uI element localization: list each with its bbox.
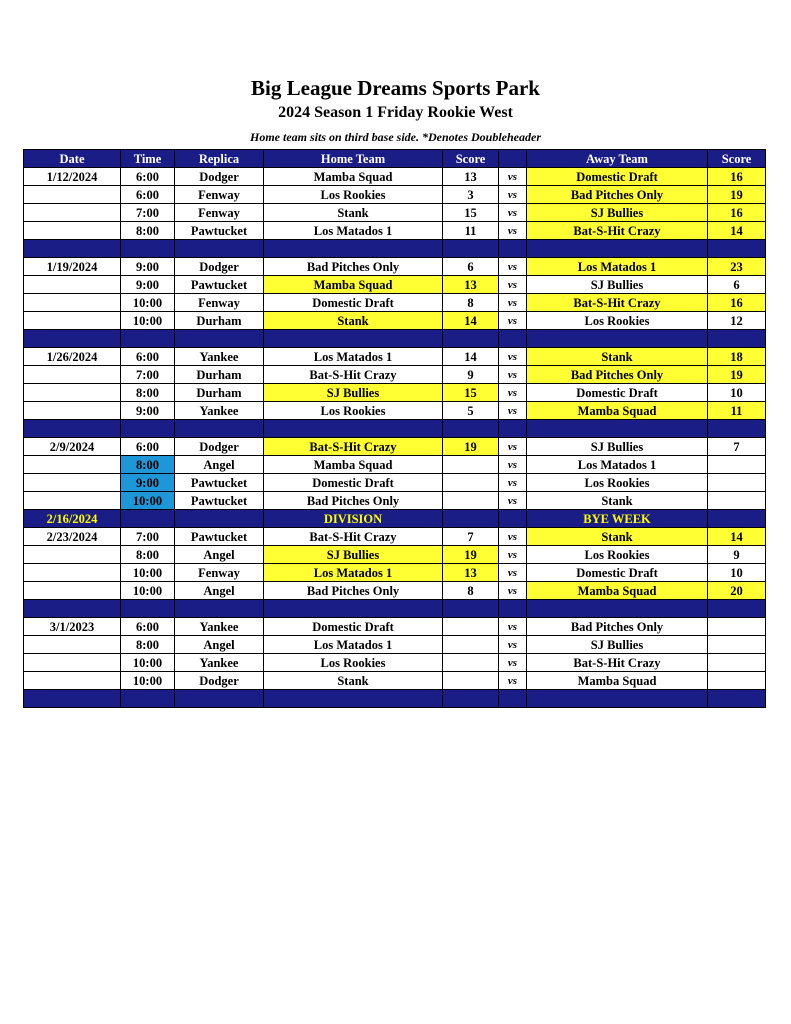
cell-date: 2/9/2024 — [24, 438, 121, 456]
cell-home-score: 13 — [443, 168, 499, 186]
table-row — [24, 402, 766, 420]
cell-replica: Dodger — [175, 258, 264, 276]
cell-time: 7:00 — [121, 366, 175, 384]
header-replica: Replica — [175, 150, 264, 168]
cell-home-team: Domestic Draft — [264, 474, 443, 492]
separator-cell — [264, 420, 443, 438]
cell-home-team: Bad Pitches Only — [264, 258, 443, 276]
cell-home-team: Stank — [264, 312, 443, 330]
cell-away-team: Los Matados 1 — [527, 456, 708, 474]
cell-vs: vs — [499, 258, 527, 276]
cell-vs: vs — [499, 456, 527, 474]
cell-away-score — [708, 456, 766, 474]
page-title: Big League Dreams Sports Park — [251, 76, 540, 100]
cell-home-score — [443, 636, 499, 654]
table-row — [24, 348, 766, 366]
table-row — [24, 474, 766, 492]
separator-cell — [175, 600, 264, 618]
table-row — [24, 672, 766, 690]
cell-vs: vs — [499, 582, 527, 600]
cell-time: 10:00 — [121, 294, 175, 312]
cell-replica: Angel — [175, 582, 264, 600]
cell-replica: Durham — [175, 366, 264, 384]
separator-cell — [121, 420, 175, 438]
cell-time: 9:00 — [121, 402, 175, 420]
cell-replica: Durham — [175, 384, 264, 402]
cell-away-score: 16 — [708, 294, 766, 312]
cell-date — [24, 636, 121, 654]
cell-away-team: Los Matados 1 — [527, 258, 708, 276]
table-row — [24, 384, 766, 402]
cell-vs: vs — [499, 438, 527, 456]
cell-home-team: Mamba Squad — [264, 168, 443, 186]
table-row — [24, 366, 766, 384]
cell-home-score: 7 — [443, 528, 499, 546]
cell-vs: vs — [499, 672, 527, 690]
cell-vs: vs — [499, 222, 527, 240]
table-row — [24, 564, 766, 582]
separator-cell — [175, 420, 264, 438]
cell-away-score — [708, 510, 766, 528]
separator-cell — [264, 240, 443, 258]
cell-home-score — [443, 654, 499, 672]
cell-date: 1/19/2024 — [24, 258, 121, 276]
cell-away-score: 16 — [708, 204, 766, 222]
cell-home-team: Stank — [264, 672, 443, 690]
cell-vs: vs — [499, 474, 527, 492]
cell-vs: vs — [499, 384, 527, 402]
separator-cell — [121, 330, 175, 348]
cell-home-team: DIVISION — [264, 510, 443, 528]
cell-away-score: 10 — [708, 564, 766, 582]
cell-vs: vs — [499, 636, 527, 654]
cell-date: 1/26/2024 — [24, 348, 121, 366]
cell-home-team: Bat-S-Hit Crazy — [264, 528, 443, 546]
cell-time: 10:00 — [121, 492, 175, 510]
cell-home-score: 14 — [443, 312, 499, 330]
cell-vs: vs — [499, 366, 527, 384]
cell-date — [24, 474, 121, 492]
separator-cell — [443, 240, 499, 258]
cell-away-team: Bad Pitches Only — [527, 618, 708, 636]
header-away-score: Score — [708, 150, 766, 168]
cell-home-team: Bat-S-Hit Crazy — [264, 438, 443, 456]
cell-away-team: SJ Bullies — [527, 636, 708, 654]
cell-time: 10:00 — [121, 582, 175, 600]
cell-away-score: 23 — [708, 258, 766, 276]
table-row — [24, 582, 766, 600]
cell-replica: Yankee — [175, 402, 264, 420]
table-row — [24, 618, 766, 636]
cell-time — [121, 510, 175, 528]
cell-date: 2/16/2024 — [24, 510, 121, 528]
cell-vs: vs — [499, 564, 527, 582]
cell-time: 10:00 — [121, 312, 175, 330]
cell-home-team: Domestic Draft — [264, 618, 443, 636]
cell-vs: vs — [499, 294, 527, 312]
separator-cell — [24, 330, 121, 348]
header-vs — [499, 150, 527, 168]
cell-date: 3/1/2023 — [24, 618, 121, 636]
week-separator-row — [24, 330, 766, 348]
cell-time: 7:00 — [121, 528, 175, 546]
table-row — [24, 492, 766, 510]
cell-time: 9:00 — [121, 276, 175, 294]
table-row — [24, 312, 766, 330]
separator-cell — [527, 600, 708, 618]
separator-cell — [24, 600, 121, 618]
cell-away-score: 14 — [708, 528, 766, 546]
table-row — [24, 654, 766, 672]
cell-away-team: Bat-S-Hit Crazy — [527, 294, 708, 312]
cell-date — [24, 276, 121, 294]
cell-date — [24, 204, 121, 222]
table-row — [24, 528, 766, 546]
separator-cell — [443, 420, 499, 438]
separator-cell — [443, 330, 499, 348]
cell-replica — [175, 510, 264, 528]
cell-replica: Fenway — [175, 564, 264, 582]
cell-vs: vs — [499, 402, 527, 420]
cell-away-team: Bad Pitches Only — [527, 366, 708, 384]
header-home-score: Score — [443, 150, 499, 168]
cell-away-team: SJ Bullies — [527, 276, 708, 294]
cell-away-score: 11 — [708, 402, 766, 420]
cell-away-score — [708, 672, 766, 690]
separator-cell — [499, 690, 527, 708]
separator-cell — [121, 690, 175, 708]
cell-replica: Fenway — [175, 186, 264, 204]
cell-time: 7:00 — [121, 204, 175, 222]
cell-date — [24, 312, 121, 330]
week-separator-row — [24, 420, 766, 438]
cell-away-team: Stank — [527, 492, 708, 510]
separator-cell — [264, 600, 443, 618]
cell-home-score: 15 — [443, 384, 499, 402]
table-row — [24, 294, 766, 312]
cell-away-score: 9 — [708, 546, 766, 564]
separator-cell — [527, 420, 708, 438]
cell-home-score — [443, 618, 499, 636]
cell-home-score — [443, 672, 499, 690]
separator-cell — [264, 330, 443, 348]
cell-replica: Fenway — [175, 204, 264, 222]
cell-time: 10:00 — [121, 564, 175, 582]
separator-cell — [121, 600, 175, 618]
cell-date — [24, 366, 121, 384]
cell-time: 8:00 — [121, 384, 175, 402]
division-bye-row — [24, 510, 766, 528]
cell-away-score — [708, 618, 766, 636]
cell-vs: vs — [499, 654, 527, 672]
cell-date — [24, 546, 121, 564]
week-separator-row — [24, 240, 766, 258]
cell-date: 2/23/2024 — [24, 528, 121, 546]
cell-replica: Pawtucket — [175, 222, 264, 240]
cell-away-score — [708, 636, 766, 654]
cell-away-score: 10 — [708, 384, 766, 402]
cell-away-team: Los Rookies — [527, 546, 708, 564]
cell-vs: vs — [499, 168, 527, 186]
cell-away-score: 6 — [708, 276, 766, 294]
separator-cell — [24, 240, 121, 258]
table-row — [24, 222, 766, 240]
cell-home-score — [443, 510, 499, 528]
cell-home-team: Los Matados 1 — [264, 222, 443, 240]
cell-time: 8:00 — [121, 546, 175, 564]
schedule-table — [23, 149, 766, 708]
cell-replica: Yankee — [175, 654, 264, 672]
cell-home-score — [443, 456, 499, 474]
separator-cell — [708, 690, 766, 708]
cell-date — [24, 582, 121, 600]
separator-cell — [708, 330, 766, 348]
cell-home-team: Bad Pitches Only — [264, 582, 443, 600]
cell-home-score: 8 — [443, 582, 499, 600]
separator-cell — [708, 420, 766, 438]
cell-away-team: BYE WEEK — [527, 510, 708, 528]
cell-away-team: Domestic Draft — [527, 168, 708, 186]
cell-date — [24, 222, 121, 240]
cell-home-team: Stank — [264, 204, 443, 222]
cell-home-score: 6 — [443, 258, 499, 276]
separator-cell — [175, 240, 264, 258]
cell-away-team: Stank — [527, 348, 708, 366]
cell-vs: vs — [499, 528, 527, 546]
cell-home-team: Mamba Squad — [264, 456, 443, 474]
separator-cell — [527, 690, 708, 708]
cell-date — [24, 294, 121, 312]
cell-away-score: 20 — [708, 582, 766, 600]
cell-vs: vs — [499, 348, 527, 366]
cell-vs: vs — [499, 546, 527, 564]
cell-home-team: Mamba Squad — [264, 276, 443, 294]
cell-home-score: 3 — [443, 186, 499, 204]
cell-away-score — [708, 474, 766, 492]
separator-cell — [527, 240, 708, 258]
table-header-row — [24, 150, 766, 168]
page-subtitle: 2024 Season 1 Friday Rookie West — [278, 104, 513, 121]
cell-home-score: 11 — [443, 222, 499, 240]
cell-time: 10:00 — [121, 654, 175, 672]
cell-time: 8:00 — [121, 456, 175, 474]
week-separator-row — [24, 600, 766, 618]
cell-home-team: Los Rookies — [264, 186, 443, 204]
cell-home-team: Los Rookies — [264, 654, 443, 672]
separator-cell — [175, 330, 264, 348]
cell-away-team: Bat-S-Hit Crazy — [527, 222, 708, 240]
cell-away-team: SJ Bullies — [527, 438, 708, 456]
week-separator-row — [24, 690, 766, 708]
cell-home-score: 5 — [443, 402, 499, 420]
cell-away-score: 16 — [708, 168, 766, 186]
table-row — [24, 276, 766, 294]
separator-cell — [499, 420, 527, 438]
header-time: Time — [121, 150, 175, 168]
cell-vs: vs — [499, 618, 527, 636]
cell-away-score: 14 — [708, 222, 766, 240]
schedule-body — [24, 168, 766, 708]
cell-home-score: 14 — [443, 348, 499, 366]
cell-home-score: 15 — [443, 204, 499, 222]
cell-date — [24, 654, 121, 672]
cell-time: 6:00 — [121, 438, 175, 456]
cell-away-score — [708, 654, 766, 672]
table-row — [24, 186, 766, 204]
separator-cell — [499, 240, 527, 258]
separator-cell — [443, 690, 499, 708]
separator-cell — [708, 240, 766, 258]
cell-time: 6:00 — [121, 186, 175, 204]
cell-replica: Yankee — [175, 348, 264, 366]
separator-cell — [175, 690, 264, 708]
cell-time: 8:00 — [121, 636, 175, 654]
cell-date — [24, 492, 121, 510]
cell-away-team: Domestic Draft — [527, 384, 708, 402]
cell-away-team: Stank — [527, 528, 708, 546]
cell-date: 1/12/2024 — [24, 168, 121, 186]
cell-away-team: Mamba Squad — [527, 672, 708, 690]
cell-home-score — [443, 474, 499, 492]
cell-replica: Pawtucket — [175, 474, 264, 492]
table-row — [24, 456, 766, 474]
cell-home-team: Los Matados 1 — [264, 348, 443, 366]
cell-away-team: Los Rookies — [527, 474, 708, 492]
cell-replica: Dodger — [175, 168, 264, 186]
cell-home-score: 9 — [443, 366, 499, 384]
cell-replica: Dodger — [175, 438, 264, 456]
cell-away-team: Mamba Squad — [527, 402, 708, 420]
cell-away-team: Bat-S-Hit Crazy — [527, 654, 708, 672]
cell-replica: Yankee — [175, 618, 264, 636]
cell-away-team: SJ Bullies — [527, 204, 708, 222]
cell-time: 6:00 — [121, 618, 175, 636]
cell-home-team: Bad Pitches Only — [264, 492, 443, 510]
cell-away-team: Bad Pitches Only — [527, 186, 708, 204]
table-row — [24, 168, 766, 186]
cell-replica: Angel — [175, 636, 264, 654]
cell-time: 8:00 — [121, 222, 175, 240]
cell-replica: Fenway — [175, 294, 264, 312]
cell-time: 6:00 — [121, 348, 175, 366]
cell-home-team: Los Matados 1 — [264, 636, 443, 654]
cell-replica: Pawtucket — [175, 528, 264, 546]
cell-home-score — [443, 492, 499, 510]
cell-date — [24, 672, 121, 690]
cell-home-team: SJ Bullies — [264, 384, 443, 402]
cell-replica: Pawtucket — [175, 492, 264, 510]
table-row — [24, 636, 766, 654]
cell-date — [24, 402, 121, 420]
separator-cell — [24, 420, 121, 438]
cell-vs: vs — [499, 312, 527, 330]
cell-replica: Dodger — [175, 672, 264, 690]
separator-cell — [499, 600, 527, 618]
header-date: Date — [24, 150, 121, 168]
header-away-team: Away Team — [527, 150, 708, 168]
separator-cell — [121, 240, 175, 258]
cell-vs: vs — [499, 276, 527, 294]
cell-replica: Pawtucket — [175, 276, 264, 294]
cell-away-team: Los Rookies — [527, 312, 708, 330]
cell-time: 10:00 — [121, 672, 175, 690]
cell-vs: vs — [499, 492, 527, 510]
cell-replica: Angel — [175, 456, 264, 474]
cell-date — [24, 384, 121, 402]
cell-home-team: SJ Bullies — [264, 546, 443, 564]
cell-time: 6:00 — [121, 168, 175, 186]
separator-cell — [443, 600, 499, 618]
separator-cell — [24, 690, 121, 708]
cell-home-team: Bat-S-Hit Crazy — [264, 366, 443, 384]
table-row — [24, 204, 766, 222]
cell-home-score: 19 — [443, 546, 499, 564]
cell-home-score: 8 — [443, 294, 499, 312]
cell-home-score: 13 — [443, 276, 499, 294]
separator-cell — [499, 330, 527, 348]
separator-cell — [264, 690, 443, 708]
table-row — [24, 546, 766, 564]
page-note: Home team sits on third base side. *Denotes Doubleheader — [250, 130, 541, 144]
cell-away-score: 19 — [708, 366, 766, 384]
cell-away-score: 12 — [708, 312, 766, 330]
cell-home-team: Domestic Draft — [264, 294, 443, 312]
cell-away-team: Mamba Squad — [527, 582, 708, 600]
cell-date — [24, 186, 121, 204]
cell-home-score: 19 — [443, 438, 499, 456]
cell-date — [24, 564, 121, 582]
cell-time: 9:00 — [121, 258, 175, 276]
table-row — [24, 438, 766, 456]
cell-vs — [499, 510, 527, 528]
cell-vs: vs — [499, 186, 527, 204]
cell-replica: Angel — [175, 546, 264, 564]
cell-vs: vs — [499, 204, 527, 222]
cell-replica: Durham — [175, 312, 264, 330]
cell-away-score: 19 — [708, 186, 766, 204]
table-row — [24, 258, 766, 276]
cell-away-score: 18 — [708, 348, 766, 366]
cell-away-score: 7 — [708, 438, 766, 456]
cell-time: 9:00 — [121, 474, 175, 492]
cell-home-team: Los Matados 1 — [264, 564, 443, 582]
separator-cell — [527, 330, 708, 348]
cell-away-score — [708, 492, 766, 510]
cell-home-score: 13 — [443, 564, 499, 582]
cell-away-team: Domestic Draft — [527, 564, 708, 582]
separator-cell — [708, 600, 766, 618]
cell-home-team: Los Rookies — [264, 402, 443, 420]
header-home-team: Home Team — [264, 150, 443, 168]
cell-date — [24, 456, 121, 474]
